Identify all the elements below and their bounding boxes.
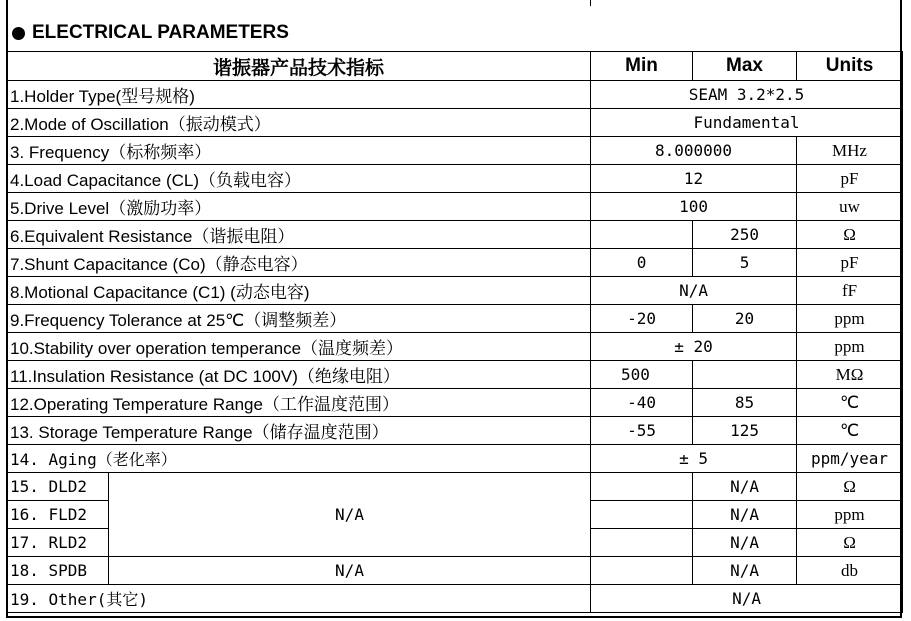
header-units: Units xyxy=(797,52,903,81)
param-group-value: N/A xyxy=(109,557,591,585)
param-min: 500 xyxy=(591,361,693,389)
top-divider-mark xyxy=(590,0,591,6)
param-units: fF xyxy=(797,277,903,305)
param-min: -40 xyxy=(591,389,693,417)
param-name: 13. Storage Temperature Range（储存温度范围） xyxy=(7,417,591,445)
table-row xyxy=(7,109,903,137)
param-max xyxy=(693,361,797,389)
param-min xyxy=(591,221,693,249)
param-value: N/A xyxy=(591,277,797,305)
param-min xyxy=(591,501,693,529)
param-value: 100 xyxy=(591,193,797,221)
section-title-text: ELECTRICAL PARAMETERS xyxy=(32,22,289,43)
param-value: N/A xyxy=(591,585,903,613)
param-max: N/A xyxy=(693,557,797,585)
param-units: Ω xyxy=(797,529,903,557)
param-units: ppm/year xyxy=(797,445,903,473)
param-units: uw xyxy=(797,193,903,221)
param-value: SEAM 3.2*2.5 xyxy=(591,81,903,109)
table-row xyxy=(7,389,903,417)
header-row xyxy=(7,52,903,81)
param-min xyxy=(591,557,693,585)
table-row xyxy=(7,417,903,445)
header-parameter: 谐振器产品技术指标 xyxy=(7,52,591,81)
param-name: 15. DLD2 xyxy=(7,473,109,501)
param-value: 12 xyxy=(591,165,797,193)
header-max: Max xyxy=(693,52,797,81)
param-value: ± 5 xyxy=(591,445,797,473)
param-max: 125 xyxy=(693,417,797,445)
param-name: 16. FLD2 xyxy=(7,501,109,529)
param-units: ℃ xyxy=(797,417,903,445)
param-min: -20 xyxy=(591,305,693,333)
param-name: 17. RLD2 xyxy=(7,529,109,557)
param-units: pF xyxy=(797,249,903,277)
param-value: Fundamental xyxy=(591,109,903,137)
param-max: 85 xyxy=(693,389,797,417)
table-row xyxy=(7,557,903,585)
table-row xyxy=(7,305,903,333)
param-units: ppm xyxy=(797,305,903,333)
param-name: 18. SPDB xyxy=(7,557,109,585)
param-max: N/A xyxy=(693,501,797,529)
param-units: db xyxy=(797,557,903,585)
bullet-icon xyxy=(12,27,25,40)
param-name: 11.Insulation Resistance (at DC 100V)（绝缘电阻） xyxy=(7,361,591,389)
param-name: 7.Shunt Capacitance (Co)（静态电容） xyxy=(7,249,591,277)
table-row xyxy=(7,221,903,249)
table-row xyxy=(7,361,903,389)
param-name: 19. Other(其它) xyxy=(7,585,591,613)
param-max: N/A xyxy=(693,529,797,557)
table-row xyxy=(7,277,903,305)
table-row xyxy=(7,445,903,473)
param-units: pF xyxy=(797,165,903,193)
param-max: 20 xyxy=(693,305,797,333)
param-group-value: N/A xyxy=(109,473,591,557)
param-name: 3. Frequency（标称频率） xyxy=(7,137,591,165)
param-units: ppm xyxy=(797,501,903,529)
param-min xyxy=(591,473,693,501)
param-units: ℃ xyxy=(797,389,903,417)
electrical-parameters-table xyxy=(6,51,903,613)
param-min: 0 xyxy=(591,249,693,277)
param-name: 10.Stability over operation temperance（温度频差） xyxy=(7,333,591,361)
param-name: 8.Motional Capacitance (C1) (动态电容) xyxy=(7,277,591,305)
param-name: 2.Mode of Oscillation（振动模式） xyxy=(7,109,591,137)
param-units: MΩ xyxy=(797,361,903,389)
param-units: Ω xyxy=(797,221,903,249)
table-row xyxy=(7,249,903,277)
param-max: 250 xyxy=(693,221,797,249)
param-name: 5.Drive Level（激励功率） xyxy=(7,193,591,221)
param-units: MHz xyxy=(797,137,903,165)
table-row xyxy=(7,585,903,613)
param-max: N/A xyxy=(693,473,797,501)
table-row xyxy=(7,137,903,165)
param-value: 8.000000 xyxy=(591,137,797,165)
table-row xyxy=(7,193,903,221)
param-name: 1.Holder Type(型号规格) xyxy=(7,81,591,109)
param-name: 9.Frequency Tolerance at 25℃（调整频差） xyxy=(7,305,591,333)
param-value: ± 20 xyxy=(591,333,797,361)
table-row xyxy=(7,81,903,109)
table-row xyxy=(7,165,903,193)
table-row xyxy=(7,333,903,361)
param-min xyxy=(591,529,693,557)
section-title xyxy=(12,22,289,44)
param-min: -55 xyxy=(591,417,693,445)
param-units: ppm xyxy=(797,333,903,361)
param-name: 12.Operating Temperature Range（工作温度范围） xyxy=(7,389,591,417)
header-min: Min xyxy=(591,52,693,81)
param-name: 6.Equivalent Resistance（谐振电阻） xyxy=(7,221,591,249)
param-name: 14. Aging（老化率） xyxy=(7,445,591,473)
param-max: 5 xyxy=(693,249,797,277)
param-units: Ω xyxy=(797,473,903,501)
table-row xyxy=(7,473,903,501)
param-name: 4.Load Capacitance (CL)（负载电容） xyxy=(7,165,591,193)
